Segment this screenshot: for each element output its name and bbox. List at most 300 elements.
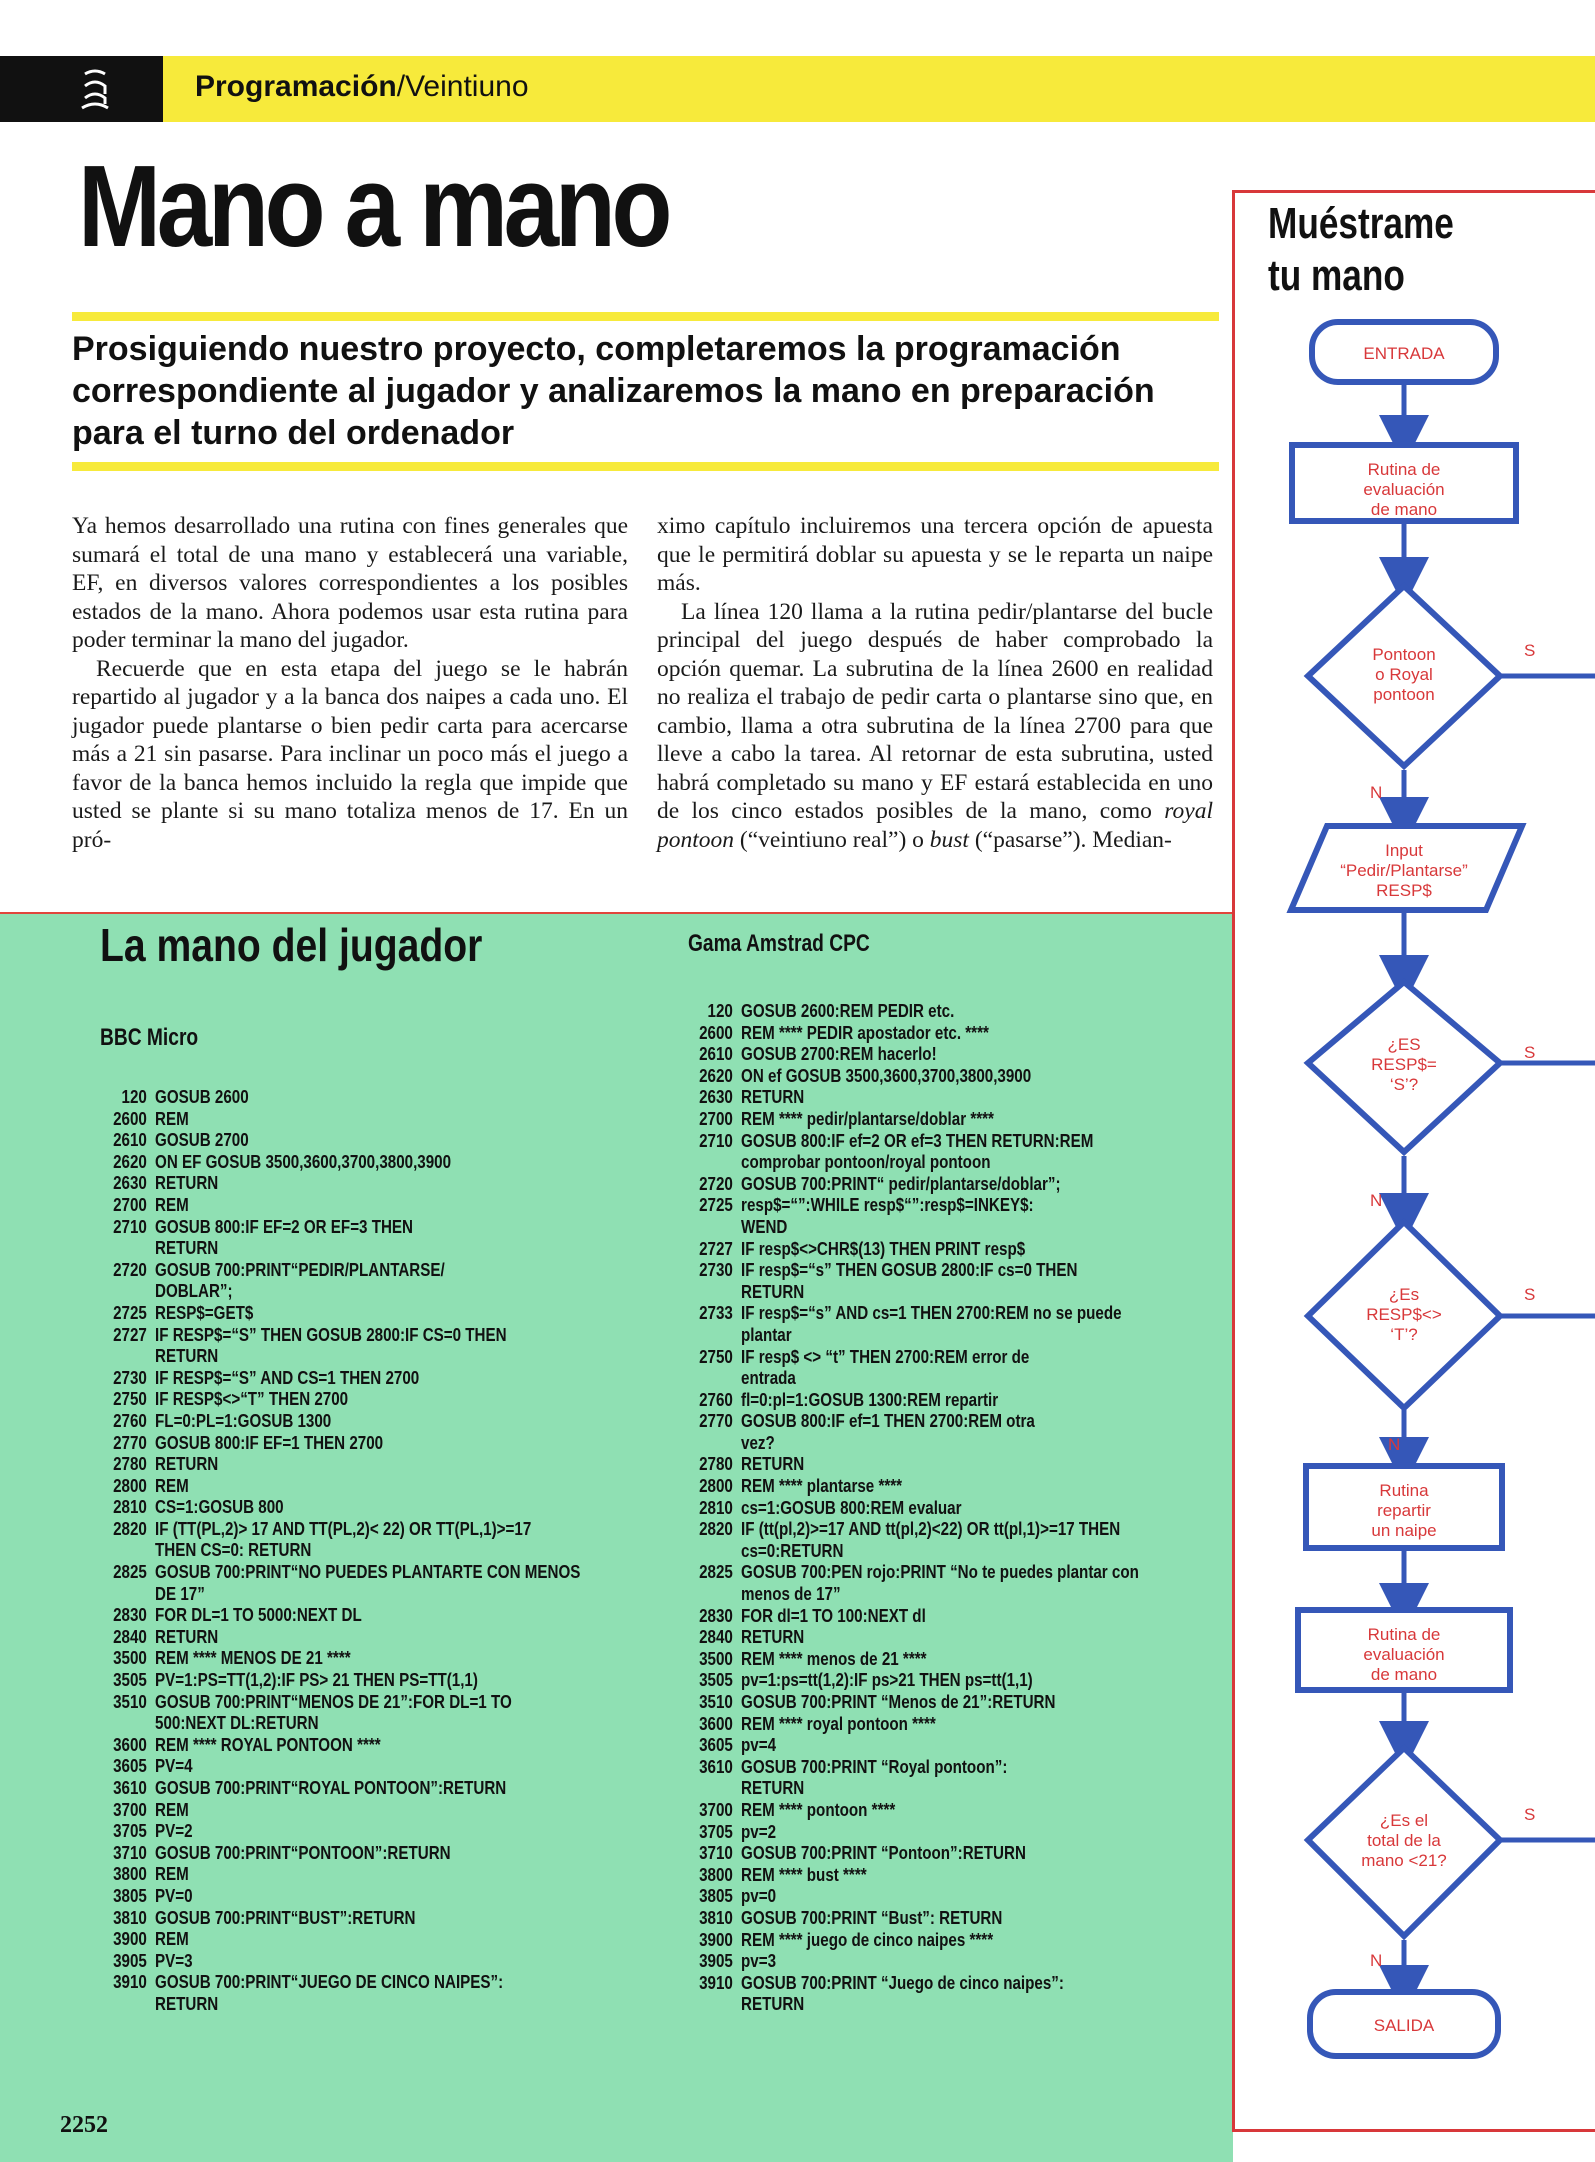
code-line xyxy=(96,1626,588,1648)
line-code: IF RESP$<>“T” THEN 2700 xyxy=(155,1388,349,1410)
paragraph: Ya hemos desarrollado una rutina con fines generales que sumará el total de una mano y establecerá una variable, EF, en diversos valores correspondientes a los posibles estados de la mano. Ahora podemos usar esta rutina para poder terminar la mano del jugador. xyxy=(72,513,628,653)
code-line xyxy=(96,1496,588,1518)
line-number xyxy=(682,1432,741,1454)
line-number: 3605 xyxy=(699,1734,733,1756)
line-number: 2710 xyxy=(113,1215,147,1237)
line-number: 3905 xyxy=(113,1949,147,1971)
line-code: PV=4 xyxy=(155,1755,193,1777)
paragraph: Recuerde que en esta etapa del juego se le habrán repartido al jugador y a la banca dos naipes a cada uno. El jugador puede plantarse o bien pedir carta para acercarse más a 21 sin pasarse. Para inclinar un poco más el juego a favor de la banca hemos incluido la regla que impide que usted se plante si su mano totaliza menos de 17. En un pró- xyxy=(72,655,628,853)
line-code: REM xyxy=(155,1474,189,1496)
line-number: 2780 xyxy=(699,1453,733,1475)
line-code: RESP$=GET$ xyxy=(155,1301,254,1323)
code-line xyxy=(96,1993,588,2015)
flow-text: mano <21? xyxy=(1361,1851,1447,1870)
line-code: GOSUB 700:PRINT “Royal pontoon”: xyxy=(741,1755,1008,1777)
line-code: cs=1:GOSUB 800:REM evaluar xyxy=(741,1496,962,1518)
code-line xyxy=(682,1043,1149,1065)
line-number: 3800 xyxy=(699,1863,733,1885)
line-number: 2830 xyxy=(113,1604,147,1626)
divider-bottom xyxy=(72,462,1219,471)
line-code: PV=1:PS=TT(1,2):IF PS> 21 THEN PS=TT(1,1) xyxy=(155,1669,478,1691)
line-code: resp$=“”:WHILE resp$“”:resp$=INKEY$: xyxy=(741,1194,1034,1216)
line-code: REM xyxy=(155,1928,189,1950)
line-code: GOSUB 700:PRINT“ pedir/plantarse/doblar”; xyxy=(741,1172,1061,1194)
line-code: RETURN xyxy=(741,1626,805,1648)
flow-text: Pontoon xyxy=(1372,645,1436,664)
flow-text: Rutina de xyxy=(1367,1625,1441,1644)
line-number: 2733 xyxy=(699,1302,733,1324)
sidebar-title: Muéstrame tu mano xyxy=(1268,199,1454,300)
line-code: vez? xyxy=(741,1431,775,1453)
flow-text: pontoon xyxy=(1373,685,1435,704)
code-line xyxy=(96,1777,588,1799)
code-line xyxy=(96,1561,588,1583)
line-number: 2600 xyxy=(113,1107,147,1129)
line-code: GOSUB 700:PRINT “Bust”: RETURN xyxy=(741,1906,1003,1928)
line-number: 2610 xyxy=(113,1129,147,1151)
line-code: GOSUB 700:PRINT“PONTOON”:RETURN xyxy=(155,1841,451,1863)
code-line xyxy=(682,1583,1149,1605)
code-line xyxy=(96,1432,588,1454)
line-number: 2840 xyxy=(113,1625,147,1647)
line-number xyxy=(96,1993,155,2015)
line-number xyxy=(682,1993,741,2015)
code-line xyxy=(96,1734,588,1756)
code-line xyxy=(682,1561,1149,1583)
code-line xyxy=(96,1237,588,1259)
line-code: menos de 17” xyxy=(741,1583,841,1605)
code-line xyxy=(96,1302,588,1324)
code-line xyxy=(682,1475,1149,1497)
line-number: 2620 xyxy=(113,1150,147,1172)
line-code: REM **** plantarse **** xyxy=(741,1475,903,1497)
line-number: 2825 xyxy=(699,1561,733,1583)
line-code: CS=1:GOSUB 800 xyxy=(155,1496,284,1518)
line-code: PV=0 xyxy=(155,1884,193,1906)
line-number: 2720 xyxy=(699,1172,733,1194)
code-line xyxy=(96,1928,588,1950)
line-code: ON EF GOSUB 3500,3600,3700,3800,3900 xyxy=(155,1150,452,1172)
line-code: REM **** pedir/plantarse/doblar **** xyxy=(741,1107,994,1129)
line-code: RETURN xyxy=(155,1345,219,1367)
code-line xyxy=(96,1129,588,1151)
code-line xyxy=(96,1475,588,1497)
line-code: RETURN xyxy=(741,1280,805,1302)
line-number: 3505 xyxy=(113,1669,147,1691)
code-line xyxy=(682,1648,1149,1670)
code-line xyxy=(96,1863,588,1885)
line-number: 2810 xyxy=(113,1496,147,1518)
flow-text: Input xyxy=(1385,841,1423,860)
line-number: 120 xyxy=(707,1000,733,1021)
code-line xyxy=(682,1713,1149,1735)
line-code: GOSUB 800:IF EF=1 THEN 2700 xyxy=(155,1431,384,1453)
line-number: 3810 xyxy=(699,1906,733,1928)
line-code: REM **** PEDIR apostador etc. **** xyxy=(741,1021,989,1043)
code-line xyxy=(682,1453,1149,1475)
code-line xyxy=(682,1065,1149,1087)
line-number: 3700 xyxy=(699,1798,733,1820)
line-number: 2820 xyxy=(699,1518,733,1540)
line-number: 3705 xyxy=(699,1820,733,1842)
flow-text: ¿ES xyxy=(1387,1035,1421,1054)
code-line xyxy=(96,1583,588,1605)
line-number: 3605 xyxy=(113,1755,147,1777)
code-line xyxy=(96,1410,588,1432)
line-code: RETURN xyxy=(155,1625,219,1647)
code-line xyxy=(96,1388,588,1410)
line-code: pv=0 xyxy=(741,1885,777,1907)
line-code: 500:NEXT DL:RETURN xyxy=(155,1712,319,1734)
line-code: GOSUB 700:PRINT“NO PUEDES PLANTARTE CON MENOS xyxy=(155,1561,581,1583)
line-code: pv=3 xyxy=(741,1950,777,1972)
code-line xyxy=(682,1691,1149,1713)
line-number: 2610 xyxy=(699,1043,733,1065)
code-line xyxy=(682,1216,1149,1238)
flow-no-label: N xyxy=(1370,1951,1383,1970)
line-number: 3710 xyxy=(113,1841,147,1863)
code-line xyxy=(682,1950,1149,1972)
code-line xyxy=(682,1281,1149,1303)
article-subtitle: Prosiguiendo nuestro proyecto, completaremos la programación correspondiente al jugador y analizaremos la mano en preparación para el turno del ordenador xyxy=(72,330,1155,452)
code-line xyxy=(96,1453,588,1475)
code-line xyxy=(96,1324,588,1346)
line-number: 3800 xyxy=(113,1863,147,1885)
line-code: pv=1:ps=tt(1,2):IF ps>21 THEN ps=tt(1,1) xyxy=(741,1669,1033,1691)
line-code: cs=0:RETURN xyxy=(741,1539,844,1561)
line-number: 2725 xyxy=(113,1301,147,1323)
section-title: Programación/Veintiuno xyxy=(195,70,529,103)
line-code: REM **** MENOS DE 21 **** xyxy=(155,1647,351,1669)
line-number: 3810 xyxy=(113,1906,147,1928)
line-code: GOSUB 2600 xyxy=(155,1086,249,1107)
line-number xyxy=(682,1540,741,1562)
line-number xyxy=(682,1324,741,1346)
line-code: GOSUB 700:PEN rojo:PRINT “No te puedes plantar con xyxy=(741,1561,1139,1583)
code-line xyxy=(96,1669,588,1691)
line-code: ON ef GOSUB 3500,3600,3700,3800,3900 xyxy=(741,1064,1032,1086)
flow-text: repartir xyxy=(1377,1501,1431,1520)
line-number xyxy=(96,1539,155,1561)
amstrad-code-listing xyxy=(682,1000,1149,2015)
line-number xyxy=(96,1345,155,1367)
line-number: 2727 xyxy=(699,1237,733,1259)
line-number: 3805 xyxy=(113,1884,147,1906)
code-line xyxy=(682,1972,1149,1994)
line-number: 3910 xyxy=(113,1971,147,1993)
line-code: GOSUB 700:PRINT“PEDIR/PLANTARSE/ xyxy=(155,1258,445,1280)
line-number: 2630 xyxy=(699,1086,733,1108)
code-line xyxy=(96,1842,588,1864)
line-code: FOR DL=1 TO 5000:NEXT DL xyxy=(155,1604,362,1626)
flow-text: Rutina xyxy=(1379,1481,1429,1500)
line-number: 3600 xyxy=(699,1712,733,1734)
line-code: GOSUB 700:PRINT “Juego de cinco naipes”: xyxy=(741,1971,1064,1993)
line-number: 2600 xyxy=(699,1021,733,1043)
code-line xyxy=(682,1734,1149,1756)
code-line xyxy=(682,1367,1149,1389)
code-line xyxy=(96,1367,588,1389)
line-code: IF (TT(PL,2)> 17 AND TT(PL,2)< 22) OR TT(PL,1)>=17 xyxy=(155,1517,532,1539)
flow-text: ‘S’? xyxy=(1389,1075,1419,1094)
code-line xyxy=(682,1605,1149,1627)
line-code: pv=4 xyxy=(741,1734,777,1756)
flow-no-label: N xyxy=(1370,783,1383,802)
line-number: 2800 xyxy=(699,1475,733,1497)
line-code: GOSUB 700:PRINT“BUST”:RETURN xyxy=(155,1906,416,1928)
body-column-1 xyxy=(72,512,628,854)
code-line xyxy=(682,1907,1149,1929)
line-code: GOSUB 2700 xyxy=(155,1129,249,1151)
line-code: comprobar pontoon/royal pontoon xyxy=(741,1151,991,1173)
code-line xyxy=(96,1755,588,1777)
line-number: 3900 xyxy=(113,1928,147,1950)
line-number: 3500 xyxy=(699,1647,733,1669)
line-number: 3610 xyxy=(113,1777,147,1798)
line-code: REM **** bust **** xyxy=(741,1863,867,1885)
line-code: entrada xyxy=(741,1367,796,1389)
line-code: IF resp$<>CHR$(13) THEN PRINT resp$ xyxy=(741,1237,1026,1259)
line-number: 3705 xyxy=(113,1820,147,1842)
code-line xyxy=(682,1410,1149,1432)
bbc-heading: BBC Micro xyxy=(100,1024,199,1051)
code-line xyxy=(682,1929,1149,1951)
flow-text: de mano xyxy=(1370,500,1438,519)
line-number: 2840 xyxy=(699,1626,733,1648)
flow-text: un naipe xyxy=(1371,1521,1437,1540)
line-code: REM **** pontoon **** xyxy=(741,1798,896,1820)
line-number xyxy=(96,1583,155,1605)
line-code: IF RESP$=“S” THEN GOSUB 2800:IF CS=0 THEN xyxy=(155,1323,507,1345)
line-number: 2770 xyxy=(113,1431,147,1453)
flow-text: ¿Es el xyxy=(1379,1811,1429,1830)
flow-end-label: SALIDA xyxy=(1373,2016,1435,2035)
line-code: RETURN xyxy=(741,1086,805,1108)
line-number xyxy=(682,1216,741,1238)
line-number: 3805 xyxy=(699,1885,733,1907)
code-line xyxy=(96,1950,588,1972)
line-number: 2700 xyxy=(113,1193,147,1215)
line-number: 120 xyxy=(121,1086,147,1107)
line-code: IF resp$=“s” AND cs=1 THEN 2700:REM no se puede xyxy=(741,1302,1122,1324)
code-line xyxy=(682,1324,1149,1346)
code-line xyxy=(682,1497,1149,1519)
line-number: 2780 xyxy=(113,1453,147,1475)
flow-text: evaluación xyxy=(1363,1645,1445,1664)
flow-yes-label: S xyxy=(1524,1043,1536,1062)
code-line xyxy=(682,1518,1149,1540)
code-line xyxy=(682,1173,1149,1195)
paragraph: ximo capítulo incluiremos una tercera opción de apuesta que le permitirá doblar su apuesta y se le reparta un naipe más. xyxy=(657,513,1213,596)
code-line xyxy=(96,1647,588,1669)
line-code: RETURN xyxy=(155,1453,219,1475)
line-number: 2830 xyxy=(699,1604,733,1626)
line-number: 2700 xyxy=(699,1107,733,1129)
code-line xyxy=(96,1086,588,1108)
line-number: 2730 xyxy=(113,1366,147,1388)
line-number xyxy=(96,1280,155,1302)
flow-text: “Pedir/Plantarse” xyxy=(1340,861,1468,880)
flow-yes-label: S xyxy=(1524,1805,1536,1824)
listing-title: La mano del jugador xyxy=(100,919,483,971)
code-line xyxy=(96,1885,588,1907)
line-code: GOSUB 800:IF ef=2 OR ef=3 THEN RETURN:REM xyxy=(741,1129,1094,1151)
line-number: 2730 xyxy=(699,1259,733,1281)
line-number: 2760 xyxy=(113,1409,147,1431)
flow-yes-label: S xyxy=(1524,1285,1536,1304)
line-number: 2800 xyxy=(113,1474,147,1496)
line-number: 2820 xyxy=(113,1517,147,1539)
line-code: fl=0:pl=1:GOSUB 1300:REM repartir xyxy=(741,1388,999,1410)
code-line xyxy=(96,1712,588,1734)
line-number: 3500 xyxy=(113,1647,147,1669)
line-code: RETURN xyxy=(741,1993,805,2015)
code-line xyxy=(96,1280,588,1302)
line-code: REM **** royal pontoon **** xyxy=(741,1712,936,1734)
line-number: 2810 xyxy=(699,1496,733,1518)
line-code: IF RESP$=“S” AND CS=1 THEN 2700 xyxy=(155,1366,420,1388)
flow-text: ¿Es xyxy=(1388,1285,1420,1304)
code-line xyxy=(682,1238,1149,1260)
code-line xyxy=(96,1345,588,1367)
code-line xyxy=(96,1108,588,1130)
flow-text: RESP$= xyxy=(1371,1055,1437,1074)
line-code: GOSUB 800:IF ef=1 THEN 2700:REM otra xyxy=(741,1410,1035,1432)
line-number: 2630 xyxy=(113,1172,147,1194)
line-code: GOSUB 700:PRINT“JUEGO DE CINCO NAIPES”: xyxy=(155,1971,504,1993)
line-number: 2720 xyxy=(113,1258,147,1280)
line-code: GOSUB 700:PRINT“MENOS DE 21”:FOR DL=1 TO xyxy=(155,1690,512,1712)
line-number: 2750 xyxy=(113,1388,147,1410)
flow-no-label: N xyxy=(1388,1435,1401,1454)
line-code: IF resp$=“s” THEN GOSUB 2800:IF cs=0 THEN xyxy=(741,1259,1078,1281)
amstrad-heading: Gama Amstrad CPC xyxy=(688,930,870,957)
line-number xyxy=(682,1151,741,1173)
line-number xyxy=(96,1712,155,1734)
line-code: GOSUB 2700:REM hacerlo! xyxy=(741,1043,937,1065)
code-line xyxy=(682,1799,1149,1821)
code-line xyxy=(96,1604,588,1626)
line-code: REM xyxy=(155,1863,189,1885)
bbc-code-listing xyxy=(96,1086,588,2015)
line-code: REM **** juego de cinco naipes **** xyxy=(741,1928,994,1950)
line-number: 2710 xyxy=(699,1129,733,1151)
line-number xyxy=(96,1237,155,1259)
code-line xyxy=(682,1993,1149,2015)
code-line xyxy=(682,1389,1149,1411)
line-code: GOSUB 700:PRINT“ROYAL PONTOON”:RETURN xyxy=(155,1777,507,1798)
code-line xyxy=(682,1756,1149,1778)
line-number: 2750 xyxy=(699,1345,733,1367)
wave-icon xyxy=(0,56,163,122)
line-code: IF (tt(pl,2)>=17 AND tt(pl,2)<22) OR tt(pl,1)>=17 THEN xyxy=(741,1518,1121,1540)
line-code: RETURN xyxy=(741,1453,805,1475)
line-number: 3510 xyxy=(113,1690,147,1712)
line-code: REM **** ROYAL PONTOON **** xyxy=(155,1733,381,1755)
line-code: DOBLAR”; xyxy=(155,1280,233,1302)
code-line xyxy=(682,1086,1149,1108)
code-line xyxy=(96,1259,588,1281)
flow-yes-label: S xyxy=(1524,641,1536,660)
line-code: REM xyxy=(155,1798,189,1820)
line-number xyxy=(682,1367,741,1389)
line-code: GOSUB 700:PRINT “Pontoon”:RETURN xyxy=(741,1842,1026,1864)
line-code: RETURN xyxy=(741,1777,805,1799)
line-code: PV=2 xyxy=(155,1820,193,1842)
code-line xyxy=(682,1842,1149,1864)
line-number: 3900 xyxy=(699,1928,733,1950)
code-line xyxy=(96,1907,588,1929)
line-number xyxy=(682,1583,741,1605)
body-column-2 xyxy=(657,512,1213,854)
flow-text: total de la xyxy=(1367,1831,1441,1850)
code-line xyxy=(96,1799,588,1821)
line-code: RETURN xyxy=(155,1237,219,1259)
code-line xyxy=(682,1346,1149,1368)
code-line xyxy=(682,1864,1149,1886)
line-number: 2727 xyxy=(113,1323,147,1345)
code-line xyxy=(96,1820,588,1842)
code-line xyxy=(96,1172,588,1194)
line-number: 3600 xyxy=(113,1733,147,1755)
line-number: 3910 xyxy=(699,1971,733,1993)
line-number: 2825 xyxy=(113,1561,147,1583)
line-code: PV=3 xyxy=(155,1949,193,1971)
code-line xyxy=(682,1151,1149,1173)
line-number xyxy=(682,1281,741,1303)
code-line xyxy=(96,1971,588,1993)
flow-start-label: ENTRADA xyxy=(1363,344,1445,363)
line-number: 2620 xyxy=(699,1064,733,1086)
code-line xyxy=(96,1691,588,1713)
line-code: THEN CS=0: RETURN xyxy=(155,1539,312,1561)
flow-text: o Royal xyxy=(1375,665,1433,684)
article-title: Mano a mano xyxy=(78,141,669,271)
line-code: GOSUB 700:PRINT “Menos de 21”:RETURN xyxy=(741,1691,1056,1712)
code-line xyxy=(96,1216,588,1238)
paragraph: La línea 120 llama a la rutina pedir/plantarse del bucle principal del juego después de haber comprobado la opción quemar. La subrutina de la línea 2600 en realidad no realiza el trabajo de pedir carta o plantarse sino que, en cambio, llama a otra subrutina de la línea 2700 para que lleve a cabo la tarea. Al retornar de esta subrutina, usted habrá completado su mano y EF estará establecida en uno de los cinco estados posibles de la mano, como royal pontoon (“veintiuno real”) o bust (“pasarse”). Median- xyxy=(657,598,1213,853)
code-line xyxy=(682,1000,1149,1022)
line-code: REM xyxy=(155,1193,189,1215)
flow-text: ‘T’? xyxy=(1390,1325,1418,1344)
line-number: 2770 xyxy=(699,1410,733,1432)
flow-text: Rutina de xyxy=(1367,460,1441,479)
code-line xyxy=(682,1022,1149,1044)
line-code: DE 17” xyxy=(155,1582,205,1604)
line-code: GOSUB 800:IF EF=2 OR EF=3 THEN xyxy=(155,1215,414,1237)
line-number: 3505 xyxy=(699,1669,733,1691)
code-line xyxy=(96,1539,588,1561)
flow-text: evaluación xyxy=(1363,480,1445,499)
line-code: pv=2 xyxy=(741,1820,777,1842)
line-number: 2725 xyxy=(699,1194,733,1216)
divider-top xyxy=(72,312,1219,321)
line-code: RETURN xyxy=(155,1992,219,2014)
code-line xyxy=(682,1130,1149,1152)
line-number: 3710 xyxy=(699,1842,733,1864)
line-code: WEND xyxy=(741,1215,788,1237)
line-code: REM xyxy=(155,1107,189,1129)
code-line xyxy=(96,1194,588,1216)
line-code: plantar xyxy=(741,1323,792,1345)
line-code: FOR dl=1 TO 100:NEXT dl xyxy=(741,1604,926,1626)
flowchart xyxy=(1232,300,1595,2130)
line-code: REM **** menos de 21 **** xyxy=(741,1647,927,1669)
flow-no-label: N xyxy=(1370,1191,1383,1210)
line-code: GOSUB 2600:REM PEDIR etc. xyxy=(741,1000,955,1021)
line-number: 2760 xyxy=(699,1388,733,1410)
code-line xyxy=(682,1194,1149,1216)
